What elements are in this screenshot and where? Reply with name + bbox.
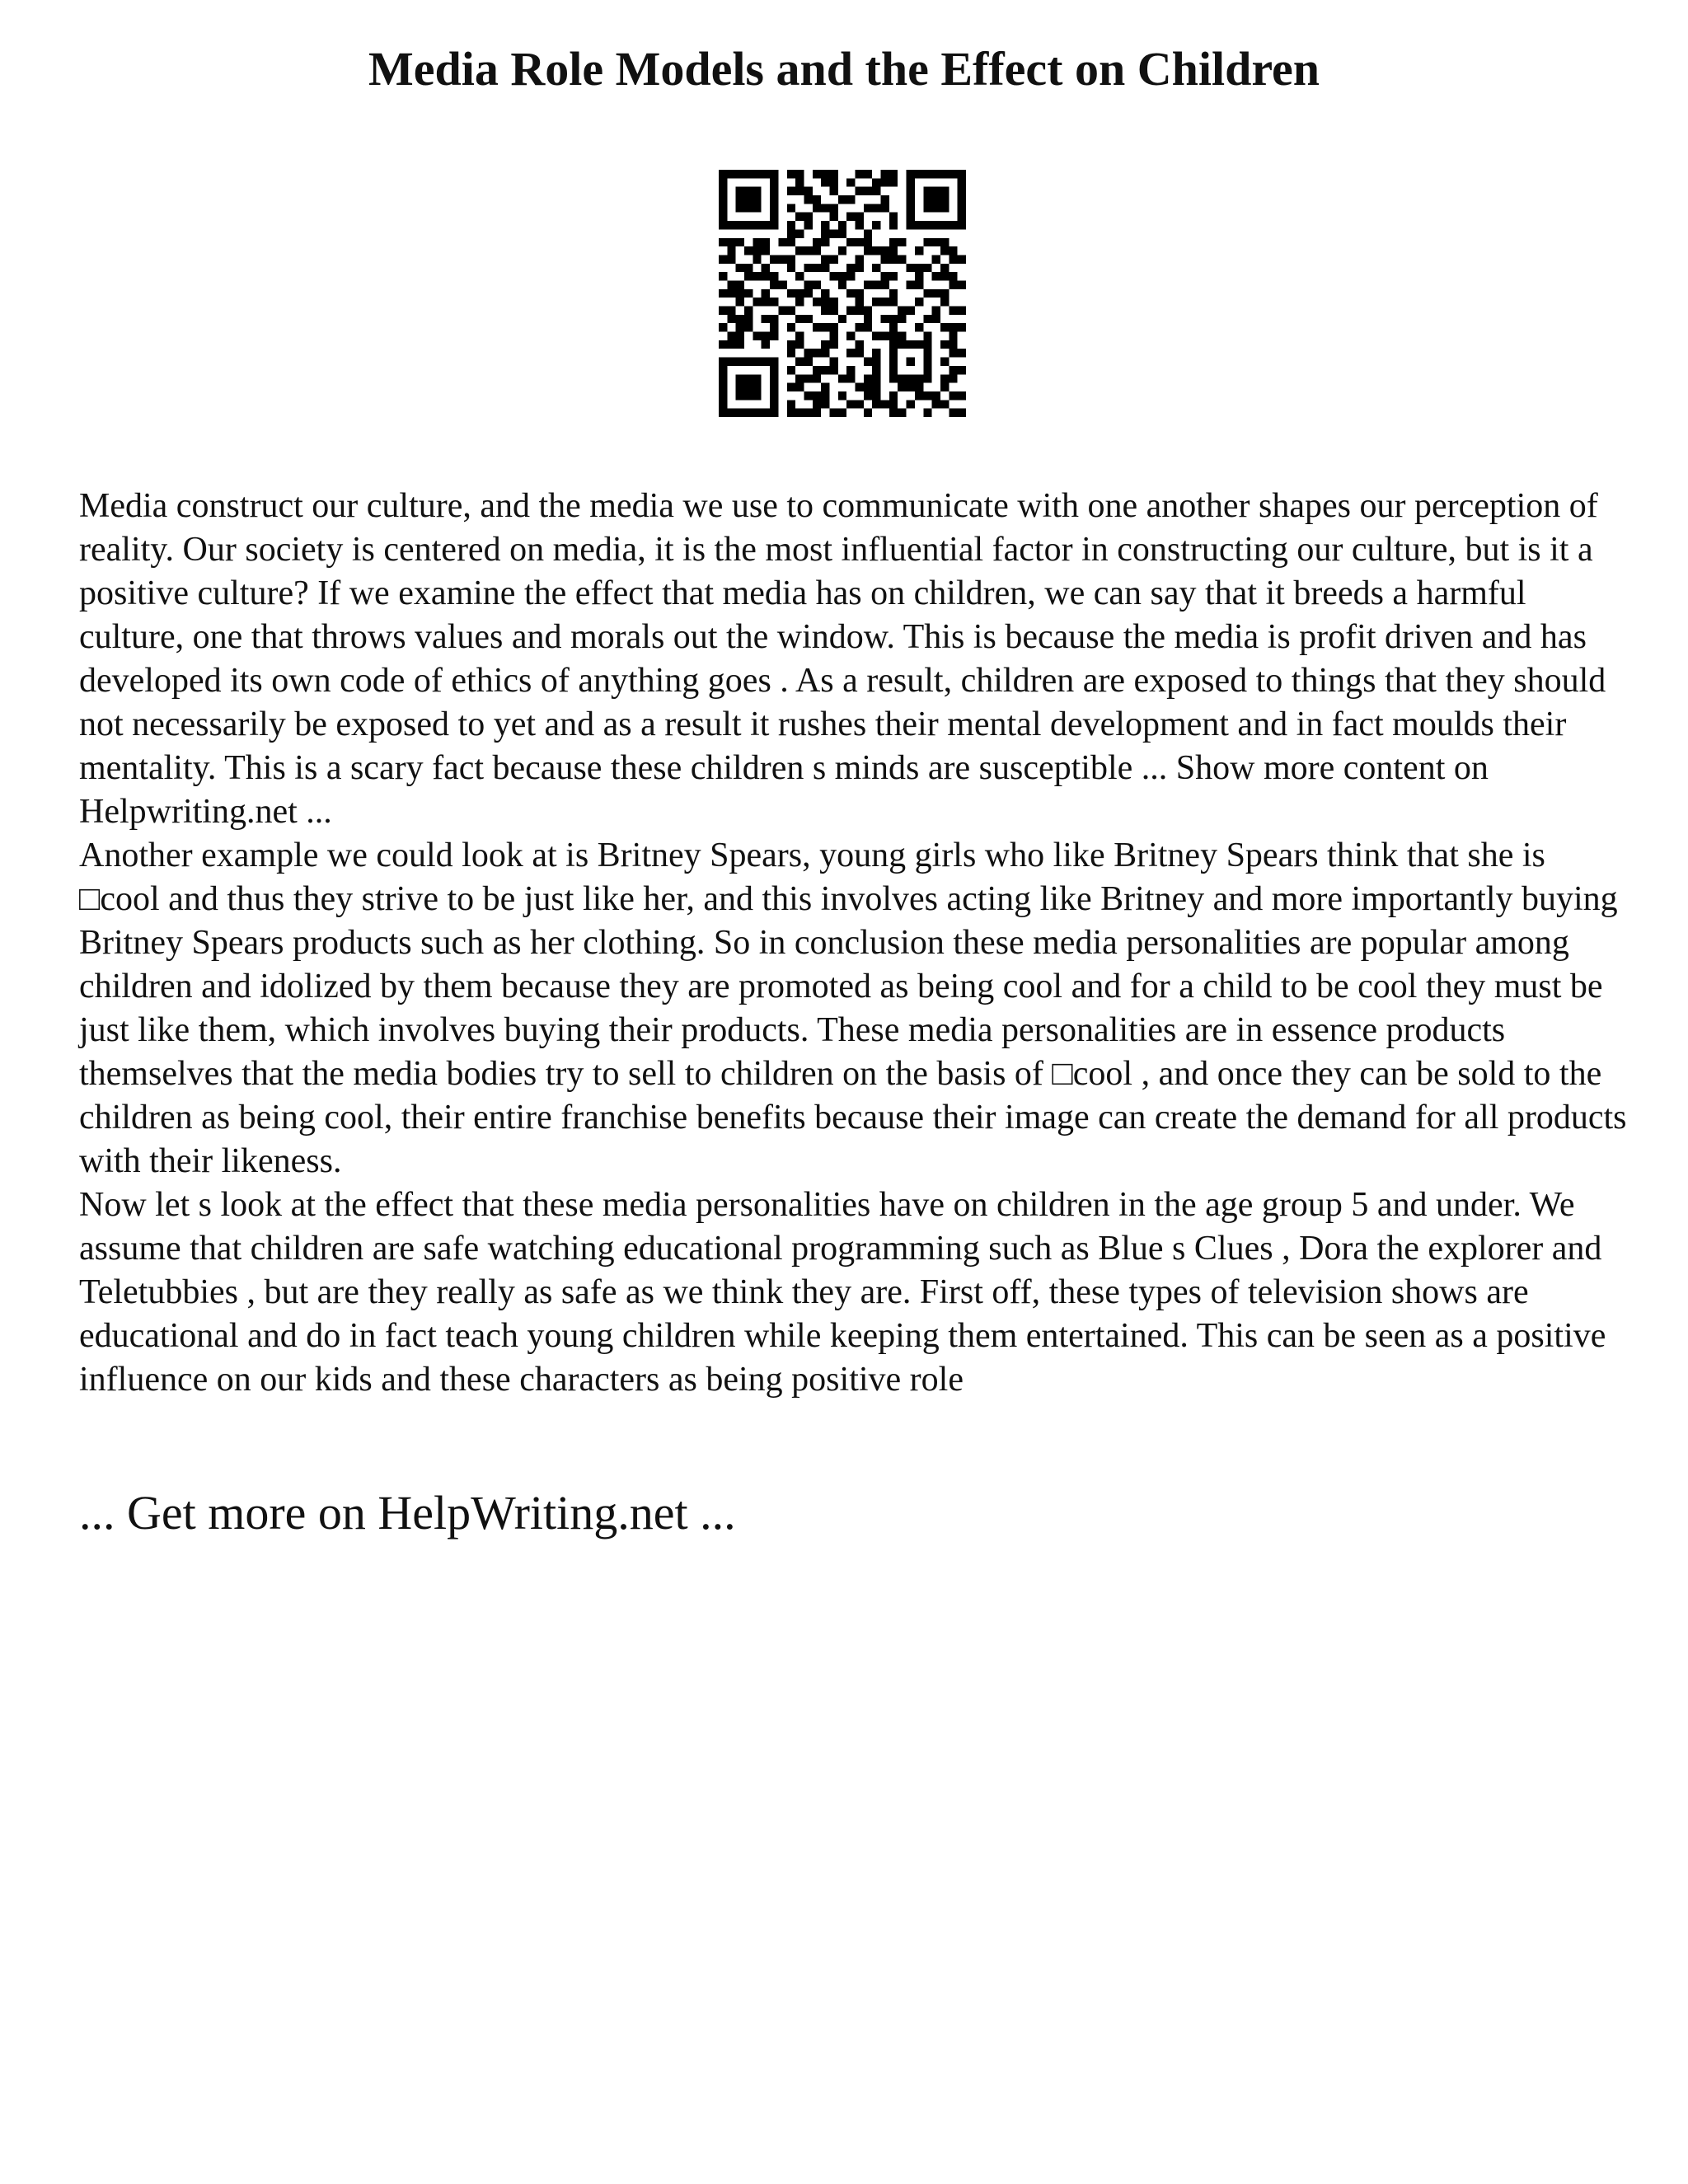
paragraph: Another example we could look at is Britney Spears, young girls who like Britney Spears think that she is □cool and thus they strive to be just like her, and this involves acting like Britney and more importantly buying Britney Spears products such as her clothing. So in conclusion these media personalities are popular among children and idolized by them because they are promoted as being cool and for a child to be cool they must be just like them, which involves buying their products. These media personalities are in essence products themselves that the media bodies try to sell to children on the basis of □cool , and once they can be sold to the children as being cool, their entire franchise benefits because their image can create the demand for all products with their likeness. (79, 837, 1627, 1180)
get-more-link[interactable]: ... Get more on HelpWriting.net ... (79, 1486, 736, 1540)
qr-code-icon (719, 170, 966, 417)
paragraph: Now let s look at the effect that these media personalities have on children in the age group 5 and under. We assume that children are safe watching educational programming such as Blue s Clues , Dora the explorer and Teletubbies , but are they really as safe as we think they are. First off, these types of television shows are educational and do in fact teach young children while keeping them entertained. This can be seen as a positive influence on our kids and these characters as being positive role (79, 1186, 1606, 1399)
paragraph: Media construct our culture, and the media we use to communicate with one another shapes our perception of reality. Our society is centered on media, it is the most influential factor in constructing our culture, but is it a positive culture? If we examine the effect that media has on children, we can say that it breeds a harmful culture, one that throws values and morals out the window. This is because the media is profit driven and has developed its own code of ethics of anything goes . As a result, children are exposed to things that they should not necessarily be exposed to yet and as a result it rushes their mental development and in fact moulds their mentality. This is a scary fact because these children s minds are susceptible ... Show more content on Helpwriting.net ... (79, 487, 1606, 831)
document-title: Media Role Models and the Effect on Children (368, 42, 1320, 96)
document-body (79, 485, 1629, 1402)
